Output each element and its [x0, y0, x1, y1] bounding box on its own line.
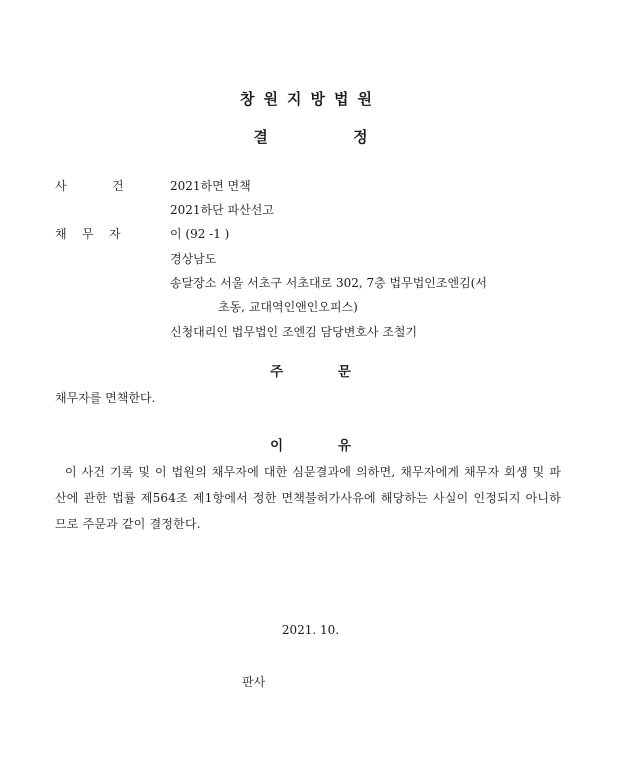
reason-heading: 이 유 — [270, 438, 351, 454]
service-address: 송달장소 서울 서초구 서초대로 302, 7층 법무법인조엔김(서 — [170, 276, 487, 290]
case-number-1: 2021하면 면책 — [170, 179, 251, 193]
reason-text: 이 사건 기록 및 이 법원의 채무자에 대한 심문결과에 의하면, 채무자에게 채무자 회생 및 파산에 관한 법률 제564조 제1항에서 정한 면책불허가사유에 해당하는 사실이 인정되지 아니하므로 주문과 같이 결정한다. — [55, 465, 561, 531]
court-name: 창원지방법원 — [240, 90, 381, 108]
order-text: 채무자를 면책한다. — [55, 391, 156, 405]
attorney: 신청대리인 법무법인 조엔김 담당변호사 조철기 — [170, 325, 418, 339]
debtor-name: 이 (92 -1 ) — [170, 227, 230, 241]
debtor-label: 채 무 자 — [55, 227, 121, 241]
order-heading: 주 문 — [270, 364, 351, 380]
judge-label: 판사 — [242, 675, 266, 689]
debtor-address: 경상남도 — [170, 252, 217, 266]
document-title: 결 정 — [253, 128, 368, 146]
case-number-2: 2021하단 파산선고 — [170, 203, 274, 217]
case-label: 사 건 — [55, 179, 124, 193]
service-address-cont: 초동, 교대역인앤인오피스) — [218, 300, 358, 314]
decision-date: 2021. 10. — [281, 623, 340, 637]
